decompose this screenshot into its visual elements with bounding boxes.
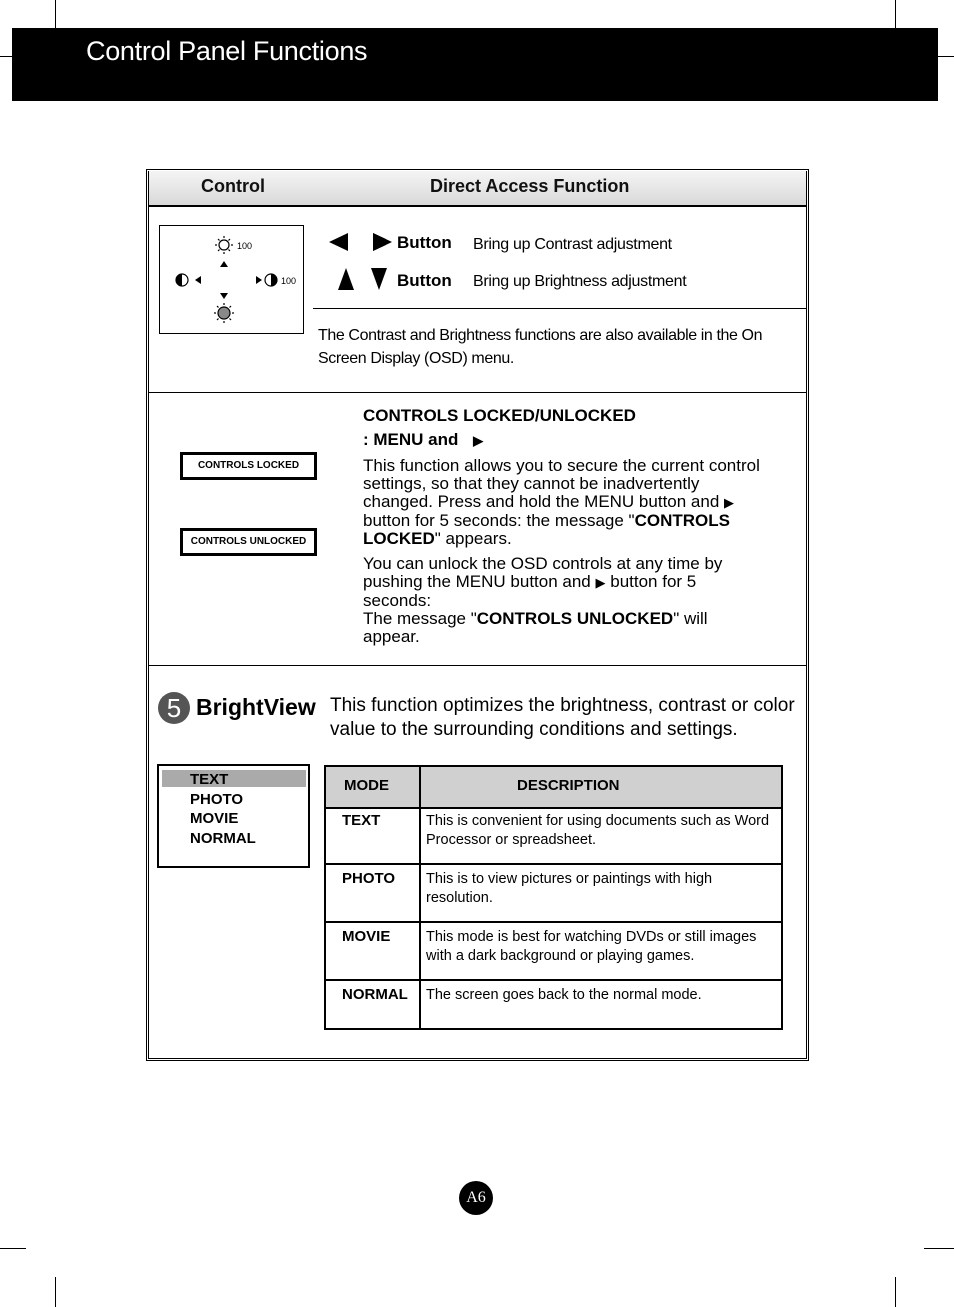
lock-para2-bold: CONTROLS UNLOCKED — [476, 609, 674, 628]
lock-para2-b: button for 5 seconds: — [363, 572, 697, 610]
lock-subheading-text: : MENU and — [363, 430, 459, 449]
table-row-mode: MOVIE — [342, 928, 391, 945]
lock-para2-c: The message " — [363, 609, 477, 628]
contrast-button-label: Button — [397, 233, 452, 252]
table-row-description: This is to view pictures or paintings with high resolution. — [426, 871, 713, 906]
lock-heading: CONTROLS LOCKED/UNLOCKED — [363, 406, 636, 425]
lock-para2-a: You can unlock the OSD controls at any time by pushing the MENU button and — [363, 554, 723, 591]
section-divider — [149, 392, 807, 393]
right-arrow-icon: ▶ — [473, 433, 484, 448]
table-row-description: This mode is best for watching DVDs or still images with a dark background or playing games. — [426, 929, 757, 964]
controls-locked-message: CONTROLS LOCKED — [180, 452, 317, 480]
page-number: A6 — [459, 1181, 493, 1215]
table-row-description: The screen goes back to the normal mode. — [426, 987, 702, 1003]
crop-mark — [895, 0, 896, 28]
brightness-description: Bring up Brightness adjustment — [473, 273, 687, 290]
section-number-badge: 5 — [158, 692, 190, 724]
crop-mark — [938, 56, 954, 57]
table-row-mode: PHOTO — [342, 870, 396, 887]
controls-unlocked-message: CONTROLS UNLOCKED — [180, 528, 317, 556]
lock-para1-bold: CONTROLS LOCKED — [363, 511, 730, 548]
lock-paragraph-2 — [363, 555, 763, 646]
brightview-menu — [157, 764, 310, 868]
table-row-description: This is convenient for using documents such as Word Processor or spreadsheet. — [426, 813, 770, 848]
crop-mark — [55, 0, 56, 28]
up-down-arrows-icon — [336, 266, 396, 296]
right-arrow-icon: ▶ — [595, 575, 606, 590]
osd-note: The Contrast and Brightness functions are also available in the On Screen Display (OSD) menu. — [318, 327, 763, 367]
lock-para2-d: " will appear. — [363, 609, 708, 646]
menu-item-normal: NORMAL — [190, 830, 256, 847]
brightness-button-label: Button — [397, 271, 452, 290]
crop-mark — [55, 1277, 56, 1307]
crop-mark — [0, 56, 12, 57]
crop-mark — [0, 1248, 26, 1249]
menu-highlight — [162, 770, 306, 787]
brightview-description: This function optimizes the brightness, contrast or color value to the surrounding conditions and settings. — [330, 695, 795, 740]
table-row-mode: TEXT — [342, 812, 381, 829]
mode-header: MODE — [344, 777, 389, 794]
row-divider — [326, 921, 781, 923]
column-divider — [419, 767, 421, 1028]
right-arrow-icon: ▶ — [724, 495, 735, 510]
lock-para1-b: button for 5 seconds: the message " — [363, 511, 635, 530]
lock-paragraph-1 — [363, 457, 763, 548]
mode-table — [324, 765, 783, 1030]
description-header: DESCRIPTION — [517, 777, 620, 794]
contrast-value: 100 — [281, 276, 297, 286]
page-title: Control Panel Functions — [86, 36, 368, 66]
row-divider — [326, 979, 781, 981]
section-divider — [149, 665, 807, 666]
mode-table-header — [326, 767, 781, 809]
divider — [313, 308, 807, 309]
menu-item-text: TEXT — [190, 771, 229, 788]
lock-subheading — [363, 431, 483, 450]
menu-item-photo: PHOTO — [190, 791, 244, 808]
table-header — [149, 171, 806, 207]
brightview-title: BrightView — [196, 694, 316, 720]
crop-mark — [924, 1248, 954, 1249]
row-divider — [326, 863, 781, 865]
table-row-mode: NORMAL — [342, 986, 408, 1003]
crop-mark — [895, 1277, 896, 1307]
function-column-header: Direct Access Function — [430, 176, 630, 196]
menu-item-movie: MOVIE — [190, 810, 239, 827]
brightness-value: 100 — [237, 241, 253, 251]
osd-adjust-illustration — [159, 225, 304, 334]
lock-para1-a: This function allows you to secure the current control settings, so that they cannot be inadvertently changed. Press and hold the MENU button and — [363, 456, 760, 511]
contrast-description: Bring up Contrast adjustment — [473, 236, 672, 253]
lock-para1-c: " appears. — [434, 529, 512, 548]
control-column-header: Control — [201, 176, 265, 196]
